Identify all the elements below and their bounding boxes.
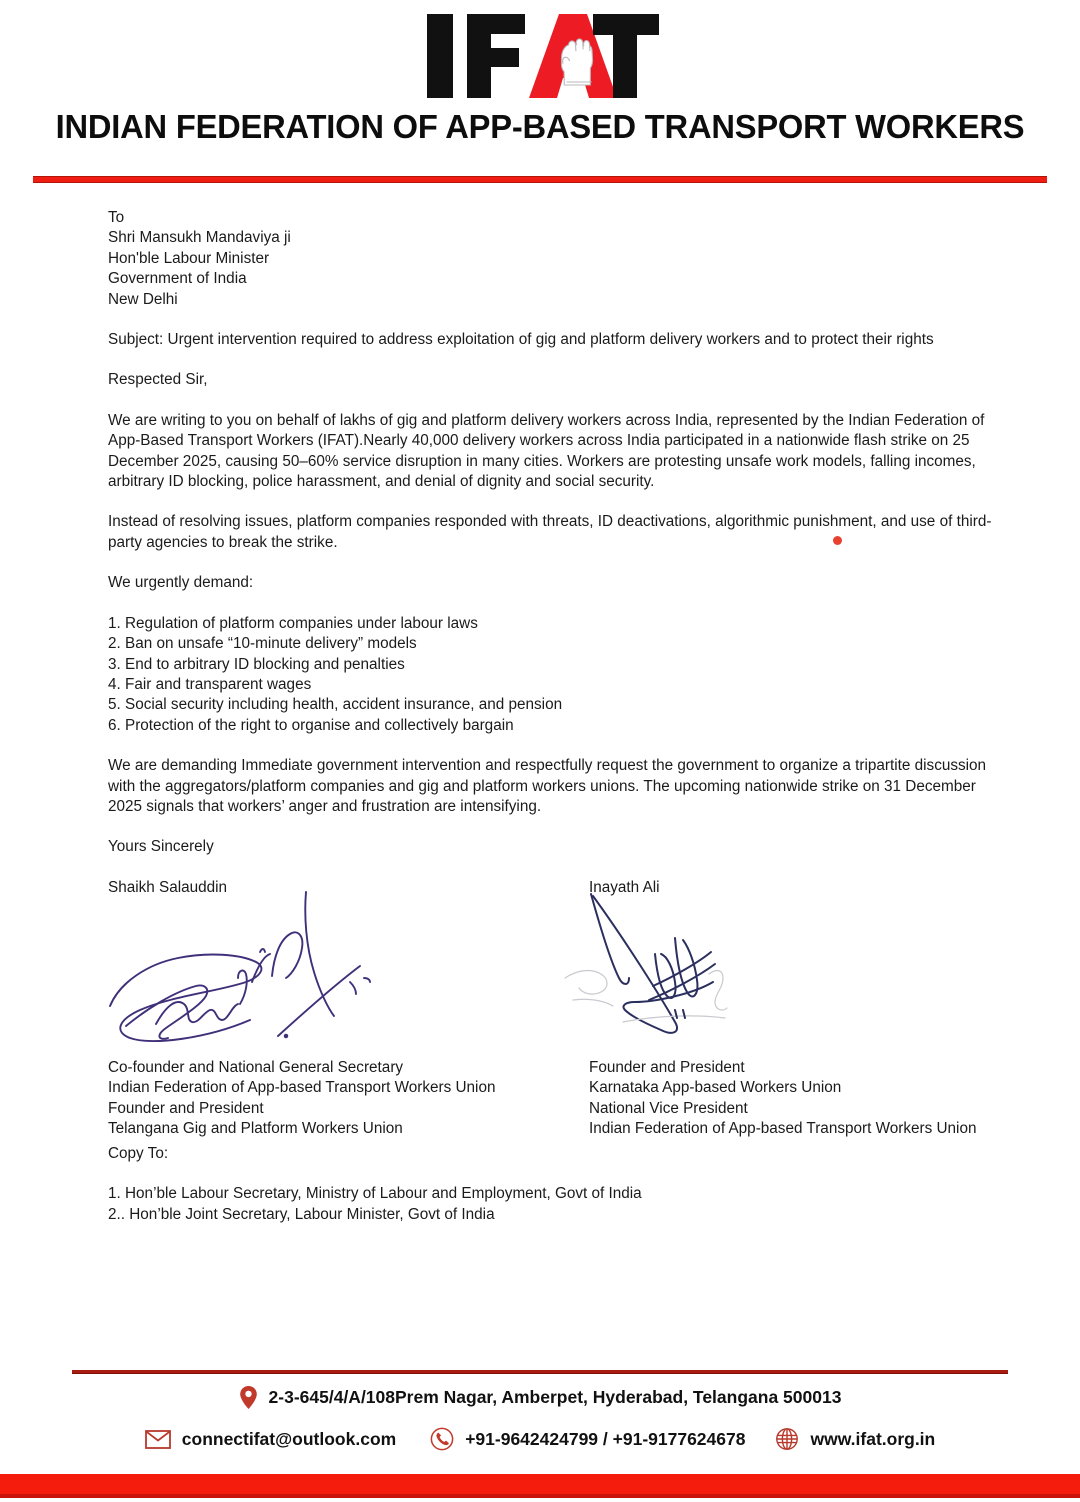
signatory-title-line: Karnataka App-based Workers Union (589, 1079, 842, 1097)
signatory-title-line: Founder and President (589, 1058, 745, 1076)
recipient-name: Shri Mansukh Mandaviya ji (108, 229, 291, 247)
signatures-area (108, 904, 1013, 1052)
footer-phone-item (430, 1427, 745, 1451)
subject-line: Subject: Urgent intervention required to address exploitation of gig and platform delivery workers and to protect their rights (108, 331, 934, 349)
handwritten-signature-icon (563, 882, 813, 1050)
signatory-titles-2 (589, 1058, 976, 1140)
footer-email-item[interactable] (145, 1429, 396, 1450)
to-label: To (108, 209, 125, 226)
footer-contact-row (0, 1427, 1080, 1451)
footer-divider (72, 1370, 1008, 1374)
signatory-title-line: Telangana Gig and Platform Workers Union (108, 1119, 403, 1137)
closing-salutation: Yours Sincerely (108, 838, 214, 856)
header-divider (33, 176, 1047, 183)
paragraph-3: We are demanding Immediate government intervention and respectfully request the government to organize a tripartite discussion with the aggregators/platform companies and gig and platform workers unions. The upcoming nationwide strike on 31 December 2025 signals that workers’ anger and frustration are intensifying. (108, 757, 987, 815)
page-title: INDIAN FEDERATION OF APP-BASED TRANSPORT WORKERS (55, 108, 1025, 145)
signatory-title-line: Indian Federation of App-based Transport Workers Union (589, 1119, 977, 1137)
salutation: Respected Sir, (108, 371, 208, 389)
recipient-designation: Hon'ble Labour Minister (108, 249, 270, 267)
raised-fist-icon (562, 39, 593, 85)
phone-icon (430, 1427, 454, 1451)
list-item: 6. Protection of the right to organise and collectively bargain (108, 716, 514, 734)
signatory-titles-1 (108, 1058, 495, 1140)
signatory-title-line: National Vice President (589, 1099, 748, 1117)
recipient-organization: Government of India (108, 270, 247, 288)
list-item: 5. Social security including health, accident insurance, and pension (108, 696, 563, 714)
paragraph-1: We are writing to you on behalf of lakhs of gig and platform delivery workers across India, represented by the Indian Federation of App-Based Transport Workers (IFAT).Nearly 40,000 delivery workers across India participated in a nationwide flash strike on 25 December 2025, causing 50–60% service disruption in many cities. Workers are protesting unsafe work models, falling incomes, arbitrary ID blocking, police harassment, and denial of dignity and social security. (108, 411, 985, 491)
signatory-name-1: Shaikh Salauddin (108, 878, 228, 896)
signatory-title-line: Indian Federation of App-based Transport Workers Union (108, 1079, 496, 1097)
document-footer (0, 1385, 1080, 1451)
red-dot-artifact (833, 536, 842, 545)
copy-to-heading: Copy To: (108, 1144, 169, 1162)
demands-heading: We urgently demand: (108, 574, 254, 592)
location-pin-icon (239, 1385, 258, 1410)
document-header (0, 0, 1080, 146)
ifat-logo-svg (421, 8, 659, 104)
ifat-logo (0, 8, 1080, 106)
recipient-city: New Delhi (108, 290, 178, 308)
demands-list (108, 614, 1013, 736)
list-item: 2. Ban on unsafe “10-minute delivery” models (108, 635, 417, 653)
signatory-title-line: Co-founder and National General Secretary (108, 1058, 404, 1076)
list-item: 3. End to arbitrary ID blocking and penalties (108, 655, 405, 673)
copy-to-list (108, 1184, 1013, 1225)
globe-icon (775, 1427, 799, 1451)
handwritten-signature-icon (100, 886, 430, 1056)
footer-website-text: www.ifat.org.in (810, 1428, 936, 1449)
list-item: 1. Hon’ble Labour Secretary, Ministry of Labour and Employment, Govt of India (108, 1185, 642, 1203)
letter-body (108, 208, 1013, 1225)
footer-email-text: connectifat@outlook.com (181, 1428, 397, 1449)
list-item: 4. Fair and transparent wages (108, 675, 312, 693)
footer-address-item (239, 1385, 842, 1410)
footer-website-item[interactable] (775, 1427, 935, 1451)
footer-address-row (0, 1385, 1080, 1410)
envelope-icon (145, 1430, 171, 1449)
footer-accent-bar (0, 1474, 1080, 1498)
footer-phone-text: +91-9642424799 / +91-9177624678 (465, 1428, 746, 1449)
signatory-titles-row (108, 1058, 1013, 1144)
signatory-title-line: Founder and President (108, 1099, 264, 1117)
footer-address-text: 2-3-645/4/A/108Prem Nagar, Amberpet, Hyderabad, Telangana 500013 (268, 1387, 842, 1407)
signatory-name-2: Inayath Ali (589, 878, 660, 896)
recipient-block (108, 208, 1013, 310)
paragraph-2: Instead of resolving issues, platform companies responded with threats, ID deactivations, algorithmic punishment, and use of third-party agencies to break the strike. (108, 513, 992, 551)
list-item: 2.. Hon’ble Joint Secretary, Labour Minister, Govt of India (108, 1205, 495, 1223)
list-item: 1. Regulation of platform companies under labour laws (108, 614, 478, 632)
